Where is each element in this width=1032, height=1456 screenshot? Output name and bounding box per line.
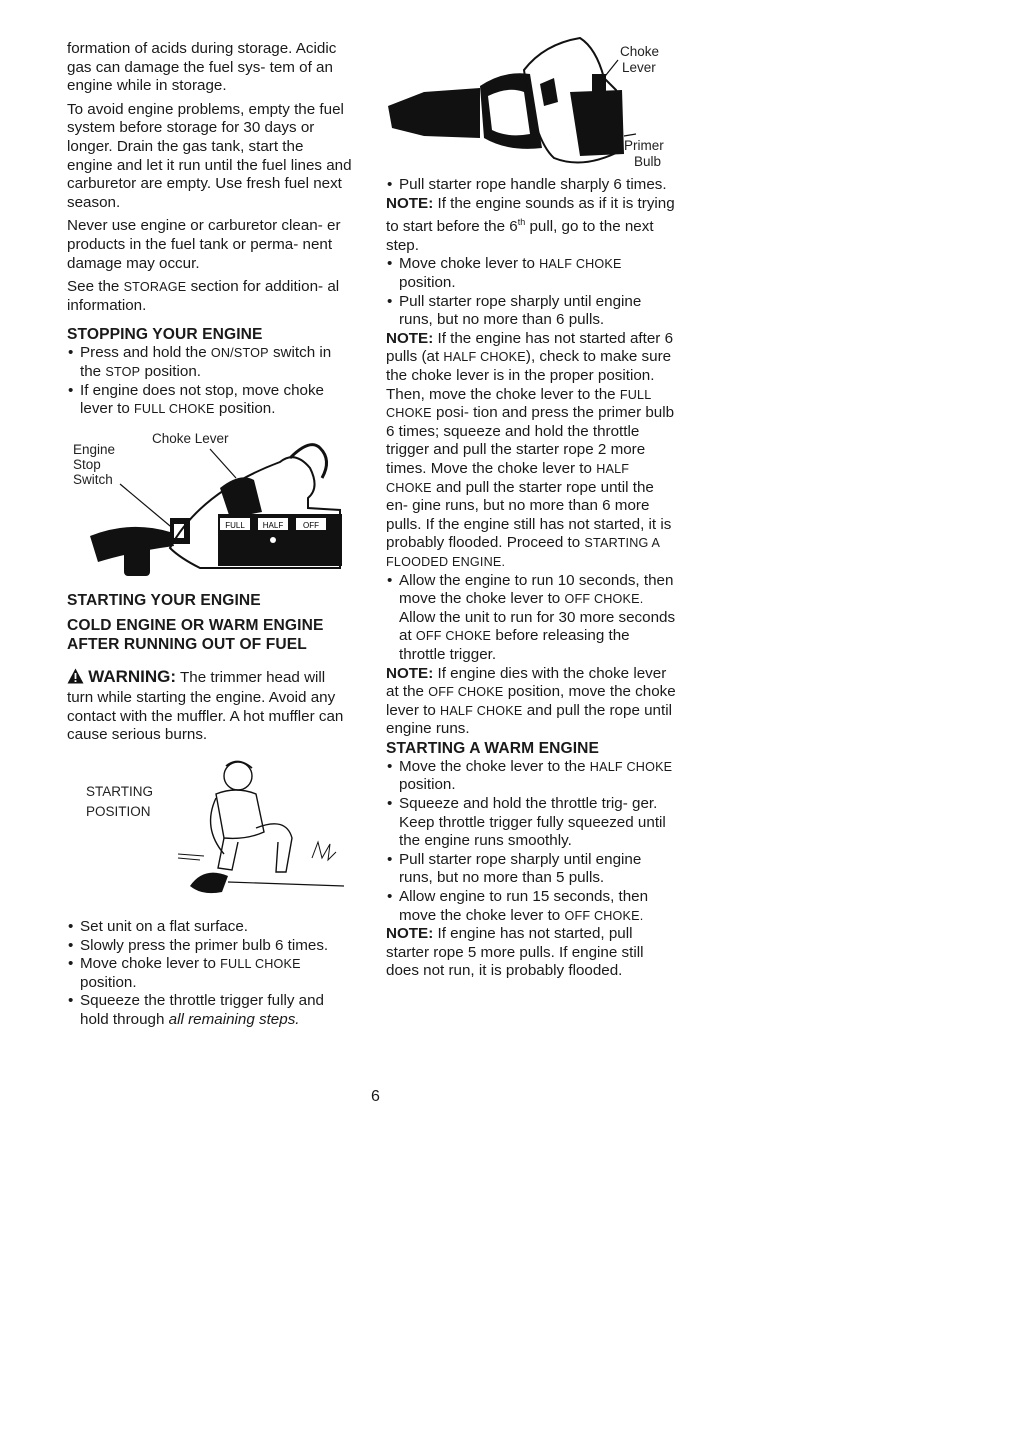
warning-paragraph: WARNING: The trimmer head will turn while starting the engine. Avoid any contact with the muffler. A hot muffler can cause serious burns. — [67, 666, 344, 744]
primer-label: Primer — [624, 138, 664, 153]
starting-heading: STARTING YOUR ENGINE — [67, 591, 261, 609]
note-2: NOTE: If the engine has not started after 6 pulls (at HALF CHOKE), check to make sure the choke lever is in the proper position. Then, move the choke lever to the FULL CHOKE posi- tion and press the primer bulb 6 times; squeeze and hold the throttle trigger and pull the starter rope 2 more times. Move the choke lever to HALF CHOKE and pull the starter rope until the en- gine runs, but no more than 6 more pulls. If the engine still has not started, it is probably flooded. Proceed to STARTING A FLOODED ENGINE. — [386, 329, 675, 569]
list-item: • If engine does not stop, move choke lever to FULL CHOKE position. — [67, 382, 352, 419]
list-item: • Squeeze and hold the throttle trig- ger. Keep throttle trigger fully squeezed until the engine runs smoothly. — [386, 795, 676, 851]
half-label: HALF — [262, 521, 284, 530]
intro-paragraph-2: To avoid engine problems, empty the fuel system before storage for 30 days or longer. Drain the gas tank, start the engine and let it run until the fuel lines and carburetor are empty. Use fresh fuel next season. — [67, 100, 352, 211]
note-3: NOTE: If engine dies with the choke lever at the OFF CHOKE position, move the choke lever to HALF CHOKE and pull the rope until engine runs. — [386, 664, 676, 738]
list-item: • Squeeze the throttle trigger fully and hold through all remaining steps. — [67, 992, 352, 1029]
right-column — [386, 176, 676, 986]
choke-label: Choke — [620, 44, 660, 59]
note-1: NOTE: If the engine sounds as if it is trying to start before the 6th pull, go to the next step. — [386, 194, 675, 254]
full-label: FULL — [225, 521, 245, 530]
bulb-label: Bulb — [634, 154, 662, 169]
list-item: • Move choke lever to FULL CHOKE position. — [67, 955, 352, 992]
lever-label: Lever — [622, 60, 656, 75]
intro-paragraph-1: formation of acids during storage. Acidic gas can damage the fuel sys- tem of an engine while in storage. — [67, 40, 337, 95]
starting-label: STARTING — [86, 784, 154, 799]
list-item: • Pull starter rope sharply until engine runs, but no more than 6 pulls. — [386, 293, 676, 330]
page-number: 6 — [371, 1088, 380, 1105]
list-item: • Move the choke lever to the HALF CHOKE position. — [386, 758, 676, 795]
list-item: • Move choke lever to HALF CHOKE position. — [386, 255, 676, 292]
choke-lever-figure — [70, 428, 350, 578]
list-item: • Allow engine to run 15 seconds, then move the choke lever to OFF CHOKE. — [386, 888, 676, 925]
storage-reference: See the STORAGE section for addition- al information. — [67, 278, 340, 314]
intro-paragraph-3: Never use engine or carburetor clean- er products in the fuel tank or perma- nent damage may occur. — [67, 217, 341, 272]
choke-lever-label: Choke Lever — [152, 431, 229, 446]
position-label: POSITION — [86, 804, 151, 819]
cold-engine-heading: COLD ENGINE OR WARM ENGINE AFTER RUNNING OUT OF FUEL — [67, 616, 324, 653]
off-label: OFF — [303, 521, 319, 530]
list-item: • Pull starter rope handle sharply 6 times. — [386, 176, 676, 195]
engine-stop-switch-label: Engine Stop Switch — [73, 442, 116, 487]
list-item: • Slowly press the primer bulb 6 times. — [67, 937, 352, 956]
primer-bulb-figure — [384, 30, 674, 170]
list-item: • Pull starter rope sharply until engine runs, but no more than 5 pulls. — [386, 851, 676, 888]
list-item: • Press and hold the ON/STOP switch in the STOP position. — [67, 344, 352, 381]
starting-position-figure — [86, 758, 348, 898]
warm-engine-heading: STARTING A WARM ENGINE — [386, 739, 599, 757]
note-4: NOTE: If engine has not started, pull starter rope 5 more pulls. If engine still does not run, it is probably flooded. — [386, 925, 644, 980]
list-item: • Set unit on a flat surface. — [67, 918, 352, 937]
list-item: • Allow the engine to run 10 seconds, then move the choke lever to OFF CHOKE. Allow the unit to run for 30 more seconds at OFF CHOKE before releasing the throttle trigger. — [386, 572, 676, 665]
warning-icon — [67, 668, 84, 690]
stopping-heading: STOPPING YOUR ENGINE — [67, 326, 263, 344]
